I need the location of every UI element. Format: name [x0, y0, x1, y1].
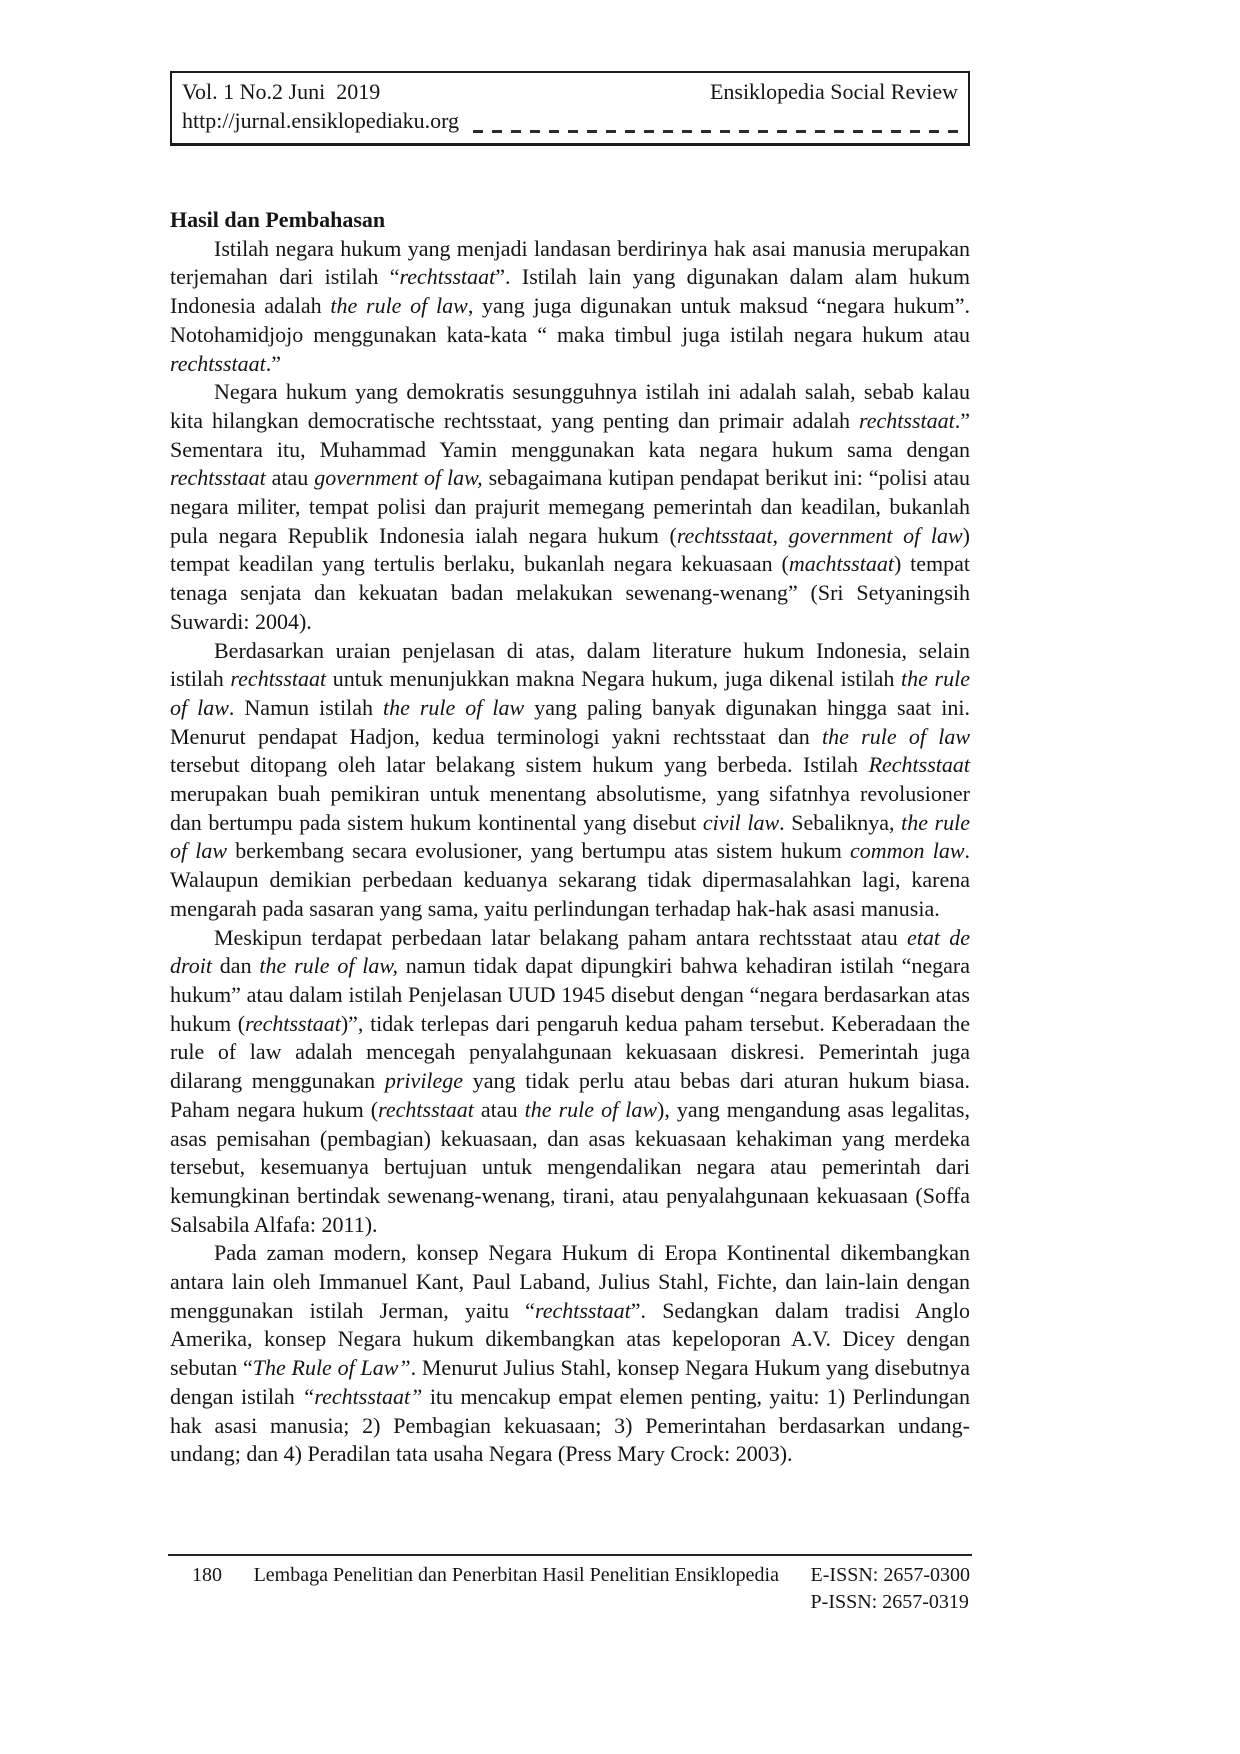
paragraph: Berdasarkan uraian penjelasan di atas, dalam literature hukum Indonesia, selain istilah rechtsstaat untuk menunjukkan makna Negara hukum, juga dikenal istilah the rule of law. Namun istilah the rule of law yang paling banyak digunakan hingga saat ini. Menurut pendapat Hadjon, kedua terminologi yakni rechtsstaat dan the rule of law tersebut ditopang oleh latar belakang sistem hukum yang berbeda. Istilah Rechtsstaat merupakan buah pemikiran untuk menentang absolutisme, yang sifatnhya revolusioner dan bertumpu pada sistem hukum kontinental yang disebut civil law. Sebaliknya, the rule of law berkembang secara evolusioner, yang bertumpu atas sistem hukum common law. Walaupun demikian perbedaan keduanya sekarang tidak dipermasalahkan lagi, karena mengarah pada sasaran yang sama, yaitu perlindungan terhadap hak-hak asasi manusia.: [170, 637, 970, 921]
page-number: 180: [192, 1564, 222, 1586]
issn-block: [811, 1562, 970, 1616]
article-body: [170, 206, 970, 1469]
dashed-leader-line: [473, 130, 958, 133]
p-issn-label: P-ISSN: 2657-0319: [810, 1591, 969, 1613]
paragraph: Meskipun terdapat perbedaan latar belakang paham antara rechtsstaat atau etat de droit dan the rule of law, namun tidak dapat dipungkiri bahwa kehadiran istilah “negara hukum” atau dalam istilah Penjelasan UUD 1945 disebut dengan “negara berdasarkan atas hukum (rechtsstaat)”, tidak terlepas dari pengaruh kedua paham tersebut. Keberadaan the rule of law adalah mencegah penyalahgunaan kekuasaan diskresi. Pemerintah juga dilarang menggunakan privilege yang tidak perlu atau bebas dari aturan hukum biasa. Paham negara hukum (rechtsstaat atau the rule of law), yang mengandung asas legalitas, asas pemisahan (pembagian) kekuasaan, dan asas kekuasaan kehakiman yang merdeka tersebut, kesemuanya bertujuan untuk mengendalikan negara atau pemerintah dari kemungkinan bertindak sewenang-wenang, tirani, atau penyalahgunaan kekuasaan (Soffa Salsabila Alfafa: 2011).: [170, 924, 971, 1237]
publisher-label: Lembaga Penelitian dan Penerbitan Hasil Penelitian Ensiklopedia: [253, 1564, 779, 1586]
paragraph: Pada zaman modern, konsep Negara Hukum di Eropa Kontinental dikembangkan antara lain oleh Immanuel Kant, Paul Laband, Julius Stahl, Fichte, dan lain-lain dengan menggunakan istilah Jerman, yaitu “rechtsstaat”. Sedangkan dalam tradisi Anglo Amerika, konsep Negara hukum dikembangkan atas kepeloporan A.V. Dicey dengan sebutan “The Rule of Law”. Menurut Julius Stahl, konsep Negara Hukum yang disebutnya dengan istilah “rechtsstaat” itu mencakup empat elemen penting, yaitu: 1) Perlindungan hak asasi manusia; 2) Pembagian kekuasaan; 3) Pemerintahan berdasarkan undang-undang; dan 4) Peradilan tata usaha Negara (Press Mary Crock: 2003).: [170, 1240, 970, 1467]
journal-title: Ensiklopedia Social Review: [709, 79, 958, 104]
journal-url: http://jurnal.ensiklopediaku.org: [182, 108, 459, 133]
journal-header: [170, 71, 970, 146]
section-title: Hasil dan Pembahasan: [170, 207, 386, 232]
paragraph: Istilah negara hukum yang menjadi landasan berdirinya hak asai manusia merupakan terjemahan dari istilah “rechtsstaat”. Istilah lain yang digunakan dalam alam hukum Indonesia adalah the rule of law, yang juga digunakan untuk maksud “negara hukum”. Notohamidjojo menggunakan kata-kata “ maka timbul juga istilah negara hukum atau rechtsstaat.”: [170, 235, 971, 376]
header-top-row: [182, 77, 958, 107]
volume-issue-label: Vol. 1 No.2 Juni 2019: [182, 79, 381, 104]
header-bottom-row: [182, 107, 958, 135]
footer-divider: [168, 1554, 972, 1556]
page-footer: [170, 1562, 970, 1616]
paragraph: Negara hukum yang demokratis sesungguhnya istilah ini adalah salah, sebab kalau kita hilangkan democratische rechtsstaat, yang penting dan primair adalah rechtsstaat.” Sementara itu, Muhammad Yamin menggunakan kata negara hukum sama dengan rechtsstaat atau government of law, sebagaimana kutipan pendapat berikut ini: “polisi atau negara militer, tempat polisi dan prajurit memegang pemerintah dan keadilan, bukanlah pula negara Republik Indonesia ialah negara hukum (rechtsstaat, government of law) tempat keadilan yang tertulis berlaku, bukanlah negara kekuasaan (machtsstaat) tempat tenaga senjata dan kekuatan badan melakukan sewenang-wenang” (Sri Setyaningsih Suwardi: 2004).: [170, 379, 970, 634]
e-issn-label: E-ISSN: 2657-0300: [810, 1564, 970, 1586]
